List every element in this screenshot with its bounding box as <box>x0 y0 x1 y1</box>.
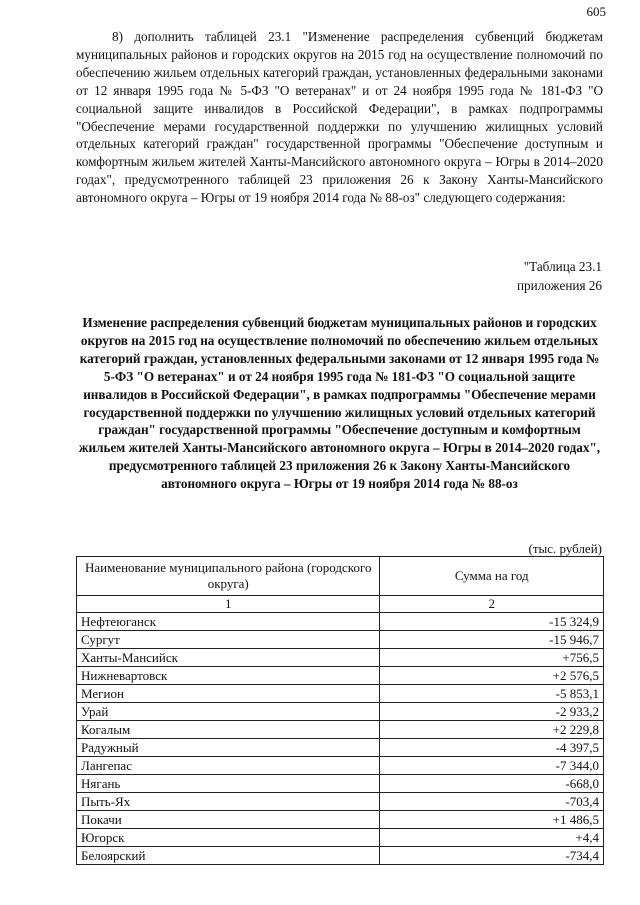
table-row <box>77 829 604 847</box>
column-number-1: 1 <box>77 596 380 613</box>
table-row <box>77 775 604 793</box>
municipality-name: Ханты-Мансийск <box>77 649 380 667</box>
municipality-name: Покачи <box>77 811 380 829</box>
table-title: Изменение распределения субвенций бюджетам муниципальных районов и городских округов на 2015 год на осуществление полномочий по обеспечению жильем отдельных категорий граждан, установленных федеральными законами от 12 января 1995 года № 5-ФЗ "О ветеранах" и от 24 ноября 1995 года № 181-ФЗ "О социальной защите инвалидов в Российской Федерации", в рамках подпрограммы "Обеспечение мерами государственной поддержки по улучшению жилищных условий отдельных категорий граждан" государственной программы "Обеспечение доступным и комфортным жильем жителей Ханты-Мансийского автономного округа – Югры в 2014–2020 годах", предусмотренного таблицей 23 приложения 26 к Закону Ханты-Мансийского автономного округа – Югры от 19 ноября 2014 года № 88-оз <box>78 315 601 492</box>
table-row <box>77 649 604 667</box>
table-reference-line-1: "Таблица 23.1 <box>523 259 602 274</box>
municipality-name: Радужный <box>77 739 380 757</box>
annual-sum: -15 946,7 <box>380 631 604 649</box>
annual-sum: -703,4 <box>380 793 604 811</box>
annual-sum: -5 853,1 <box>380 685 604 703</box>
table-row <box>77 811 604 829</box>
municipality-name: Когалым <box>77 721 380 739</box>
column-number-2: 2 <box>380 596 604 613</box>
annual-sum: -7 344,0 <box>380 757 604 775</box>
municipality-name: Нижневартовск <box>77 667 380 685</box>
table-row <box>77 613 604 631</box>
annual-sum: +1 486,5 <box>380 811 604 829</box>
page-number: 605 <box>586 4 606 19</box>
annual-sum: -4 397,5 <box>380 739 604 757</box>
table-reference-line-2: приложения 26 <box>516 277 602 293</box>
table-row <box>77 667 604 685</box>
annual-sum: -2 933,2 <box>380 703 604 721</box>
municipality-name: Урай <box>77 703 380 721</box>
table-row <box>77 703 604 721</box>
header-municipality: Наименование муниципального района (городского округа) <box>77 557 380 596</box>
municipality-name: Нягань <box>77 775 380 793</box>
annual-sum: -15 324,9 <box>380 613 604 631</box>
table-row <box>77 847 604 865</box>
municipality-name: Пыть-Ях <box>77 793 380 811</box>
annual-sum: -734,4 <box>380 847 604 865</box>
municipality-name: Югорск <box>77 829 380 847</box>
table-row <box>77 631 604 649</box>
units-label: (тыс. рублей) <box>528 541 602 556</box>
municipality-name: Мегион <box>77 685 380 703</box>
municipality-name: Белоярский <box>77 847 380 865</box>
table-row <box>77 757 604 775</box>
municipality-name: Сургут <box>77 631 380 649</box>
municipality-name: Лангепас <box>77 757 380 775</box>
table-row <box>77 739 604 757</box>
annual-sum: +2 229,8 <box>380 721 604 739</box>
table-row <box>77 685 604 703</box>
annual-sum: +4,4 <box>380 829 604 847</box>
header-annual-sum: Сумма на год <box>380 557 604 596</box>
table-header-row <box>77 557 604 596</box>
table-row <box>77 721 604 739</box>
annual-sum: -668,0 <box>380 775 604 793</box>
subvention-table <box>76 556 604 865</box>
table-reference <box>492 258 602 295</box>
intro-paragraph: 8) дополнить таблицей 23.1 "Изменение распределения субвенций бюджетам муниципальных районов и городских округов на 2015 год на осуществление полномочий по обеспечению жильем отдельных категорий граждан, установленных федеральными законами от 12 января 1995 года № 5-ФЗ "О ветеранах" и от 24 ноября 1995 года № 181-ФЗ "О социальной защите инвалидов в Российской Федерации", в рамках подпрограммы "Обеспечение мерами государственной поддержки по улучшению жилищных условий отдельных категорий граждан" государственной программы "Обеспечение доступным и комфортным жильем жителей Ханты-Мансийского автономного округа – Югры в 2014–2020 годах", предусмотренного таблицей 23 приложения 26 к Закону Ханты-Мансийского автономного округа – Югры от 19 ноября 2014 года № 88-оз" следующего содержания: <box>76 29 603 206</box>
column-number-row <box>77 596 604 613</box>
annual-sum: +2 576,5 <box>380 667 604 685</box>
municipality-name: Нефтеюганск <box>77 613 380 631</box>
annual-sum: +756,5 <box>380 649 604 667</box>
table-row <box>77 793 604 811</box>
